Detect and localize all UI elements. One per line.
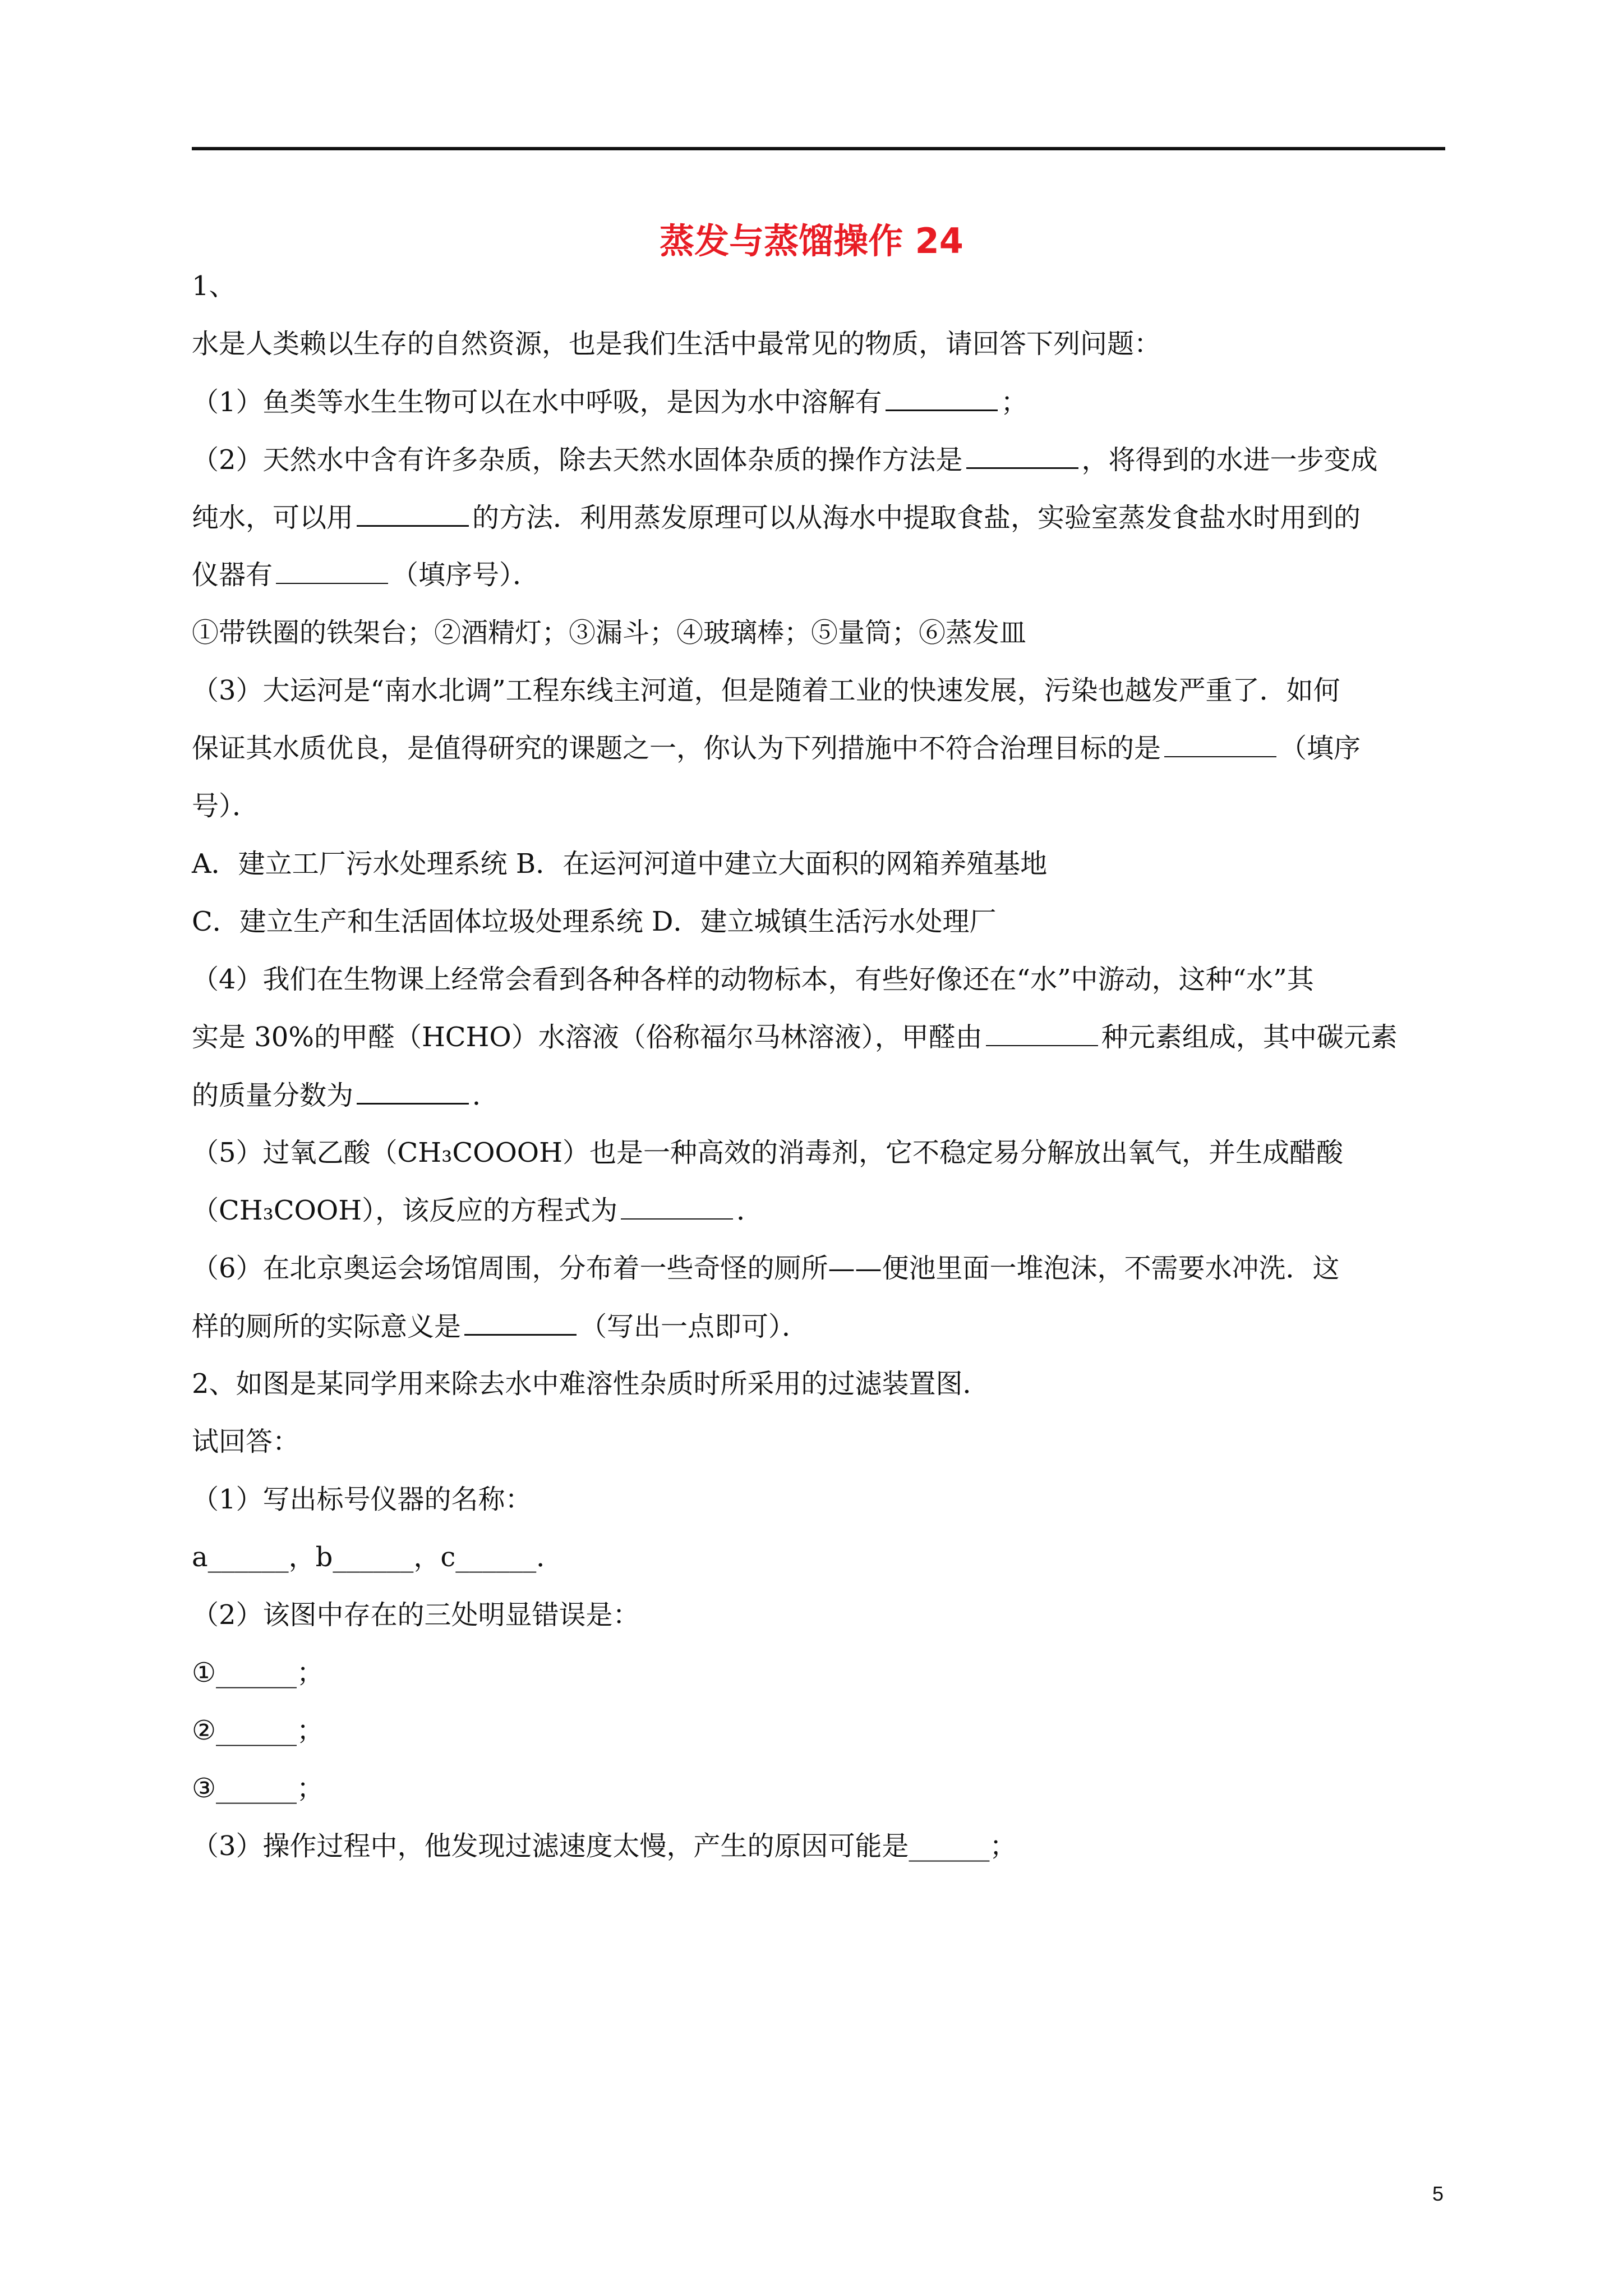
q1-part3-line1: （3）大运河是“南水北调”工程东线主河道，但是随着工业的快速发展，污染也越发严重了．如何 <box>192 675 1340 706</box>
q1-number: 1、 <box>192 270 236 302</box>
q2-sub2: （2）该图中存在的三处明显错误是： <box>192 1599 640 1631</box>
q2-instrument-names: a______，b______，c______． <box>192 1542 564 1573</box>
answer-blank[interactable] <box>357 1078 469 1105</box>
q1-part4-line1: （4）我们在生物课上经常会看到各种各样的动物标本，有些好像还在“水”中游动，这种“水”其 <box>192 964 1314 995</box>
q1-part2-text-a: （2）天然水中含有许多杂质，除去天然水固体杂质的操作方法是 <box>192 444 963 476</box>
q1-part2-text-e: 仪器有 <box>192 559 273 591</box>
q1-part3-line2 <box>192 731 1361 765</box>
q1-part6-text-c: （写出一点即可）． <box>580 1311 809 1342</box>
q1-part1-end: ； <box>1000 386 1028 418</box>
answer-blank[interactable] <box>1164 731 1276 757</box>
q1-part4-text-c: 种元素组成，其中碳元素 <box>1101 1022 1398 1053</box>
q2-error-1: ①______； <box>192 1657 324 1688</box>
q1-part3-text-b: 保证其水质优良，是值得研究的课题之一，你认为下列措施中不符合治理目标的是 <box>192 733 1161 764</box>
q1-part2-line2 <box>192 500 1361 535</box>
q1-part5-text-b: （CH₃COOH），该反应的方程式为 <box>192 1195 618 1226</box>
q1-part4-line3 <box>192 1078 499 1112</box>
q1-part2-text-d: 的方法．利用蒸发原理可以从海水中提取食盐，实验室蒸发食盐水时用到的 <box>472 502 1361 533</box>
q1-part1 <box>192 385 1028 419</box>
q1-instrument-options: ①带铁圈的铁架台；②酒精灯；③漏斗；④玻璃棒；⑤量筒；⑥蒸发皿 <box>192 617 1027 648</box>
answer-blank[interactable] <box>886 385 998 411</box>
q1-part5-line2 <box>192 1194 763 1227</box>
q1-part6-text-b: 样的厕所的实际意义是 <box>192 1311 462 1342</box>
page-title: 蒸发与蒸馏操作 24 <box>660 220 963 261</box>
q1-part5-line1: （5）过氧乙酸（CH₃COOOH）也是一种高效的消毒剂，它不稳定易分解放出氧气，并生成醋酸 <box>192 1137 1344 1168</box>
q1-part6-line2 <box>192 1309 809 1343</box>
q1-part2-text-c: 纯水，可以用 <box>192 502 354 533</box>
q2-sub1: （1）写出标号仪器的名称： <box>192 1484 532 1515</box>
answer-blank[interactable] <box>357 500 469 527</box>
q1-part2-text-b: ，将得到的水进一步变成 <box>1081 444 1378 476</box>
answer-blank[interactable] <box>621 1194 733 1220</box>
answer-blank[interactable] <box>464 1309 577 1336</box>
q1-part6-line1: （6）在北京奥运会场馆周围，分布着一些奇怪的厕所——便池里面一堆泡沫，不需要水冲洗．这 <box>192 1253 1340 1284</box>
page-number: 5 <box>1432 2182 1444 2205</box>
answer-blank[interactable] <box>276 558 388 584</box>
answer-blank[interactable] <box>966 443 1078 469</box>
q1-part4-line2 <box>192 1020 1398 1054</box>
q2-prompt: 试回答： <box>192 1426 300 1457</box>
q1-part4-text-e: ． <box>472 1080 500 1111</box>
q1-part4-text-d: 的质量分数为 <box>192 1080 354 1111</box>
q2-error-2: ②______； <box>192 1715 324 1746</box>
q1-part3-text-c: （填序 <box>1280 733 1361 764</box>
header-rule <box>192 147 1445 150</box>
q1-part2-line3 <box>192 558 540 592</box>
q1-choices-cd: C．建立生产和生活固体垃圾处理系统 D．建立城镇生活污水处理厂 <box>192 906 997 937</box>
answer-blank[interactable] <box>986 1020 1098 1046</box>
q2-error-3: ③______； <box>192 1773 324 1804</box>
q2-intro: 2、如图是某同学用来除去水中难溶性杂质时所采用的过滤装置图． <box>192 1368 990 1400</box>
q1-part1-text: （1）鱼类等水生生物可以在水中呼吸，是因为水中溶解有 <box>192 386 882 418</box>
q1-part2-text-f: （填序号）． <box>391 559 540 591</box>
q1-choices-ab: A．建立工厂污水处理系统 B．在运河河道中建立大面积的网箱养殖基地 <box>192 848 1048 880</box>
q1-part5-text-c: ． <box>736 1195 764 1226</box>
q1-part3-line3: 号）． <box>192 790 260 822</box>
q1-intro: 水是人类赖以生存的自然资源，也是我们生活中最常见的物质，请回答下列问题： <box>192 328 1161 360</box>
q1-part2-line1 <box>192 443 1378 477</box>
q1-part4-text-b: 实是 30%的甲醛（HCHO）水溶液（俗称福尔马林溶液），甲醛由 <box>192 1022 983 1053</box>
q2-sub3: （3）操作过程中，他发现过滤速度太慢，产生的原因可能是______； <box>192 1830 1017 1862</box>
